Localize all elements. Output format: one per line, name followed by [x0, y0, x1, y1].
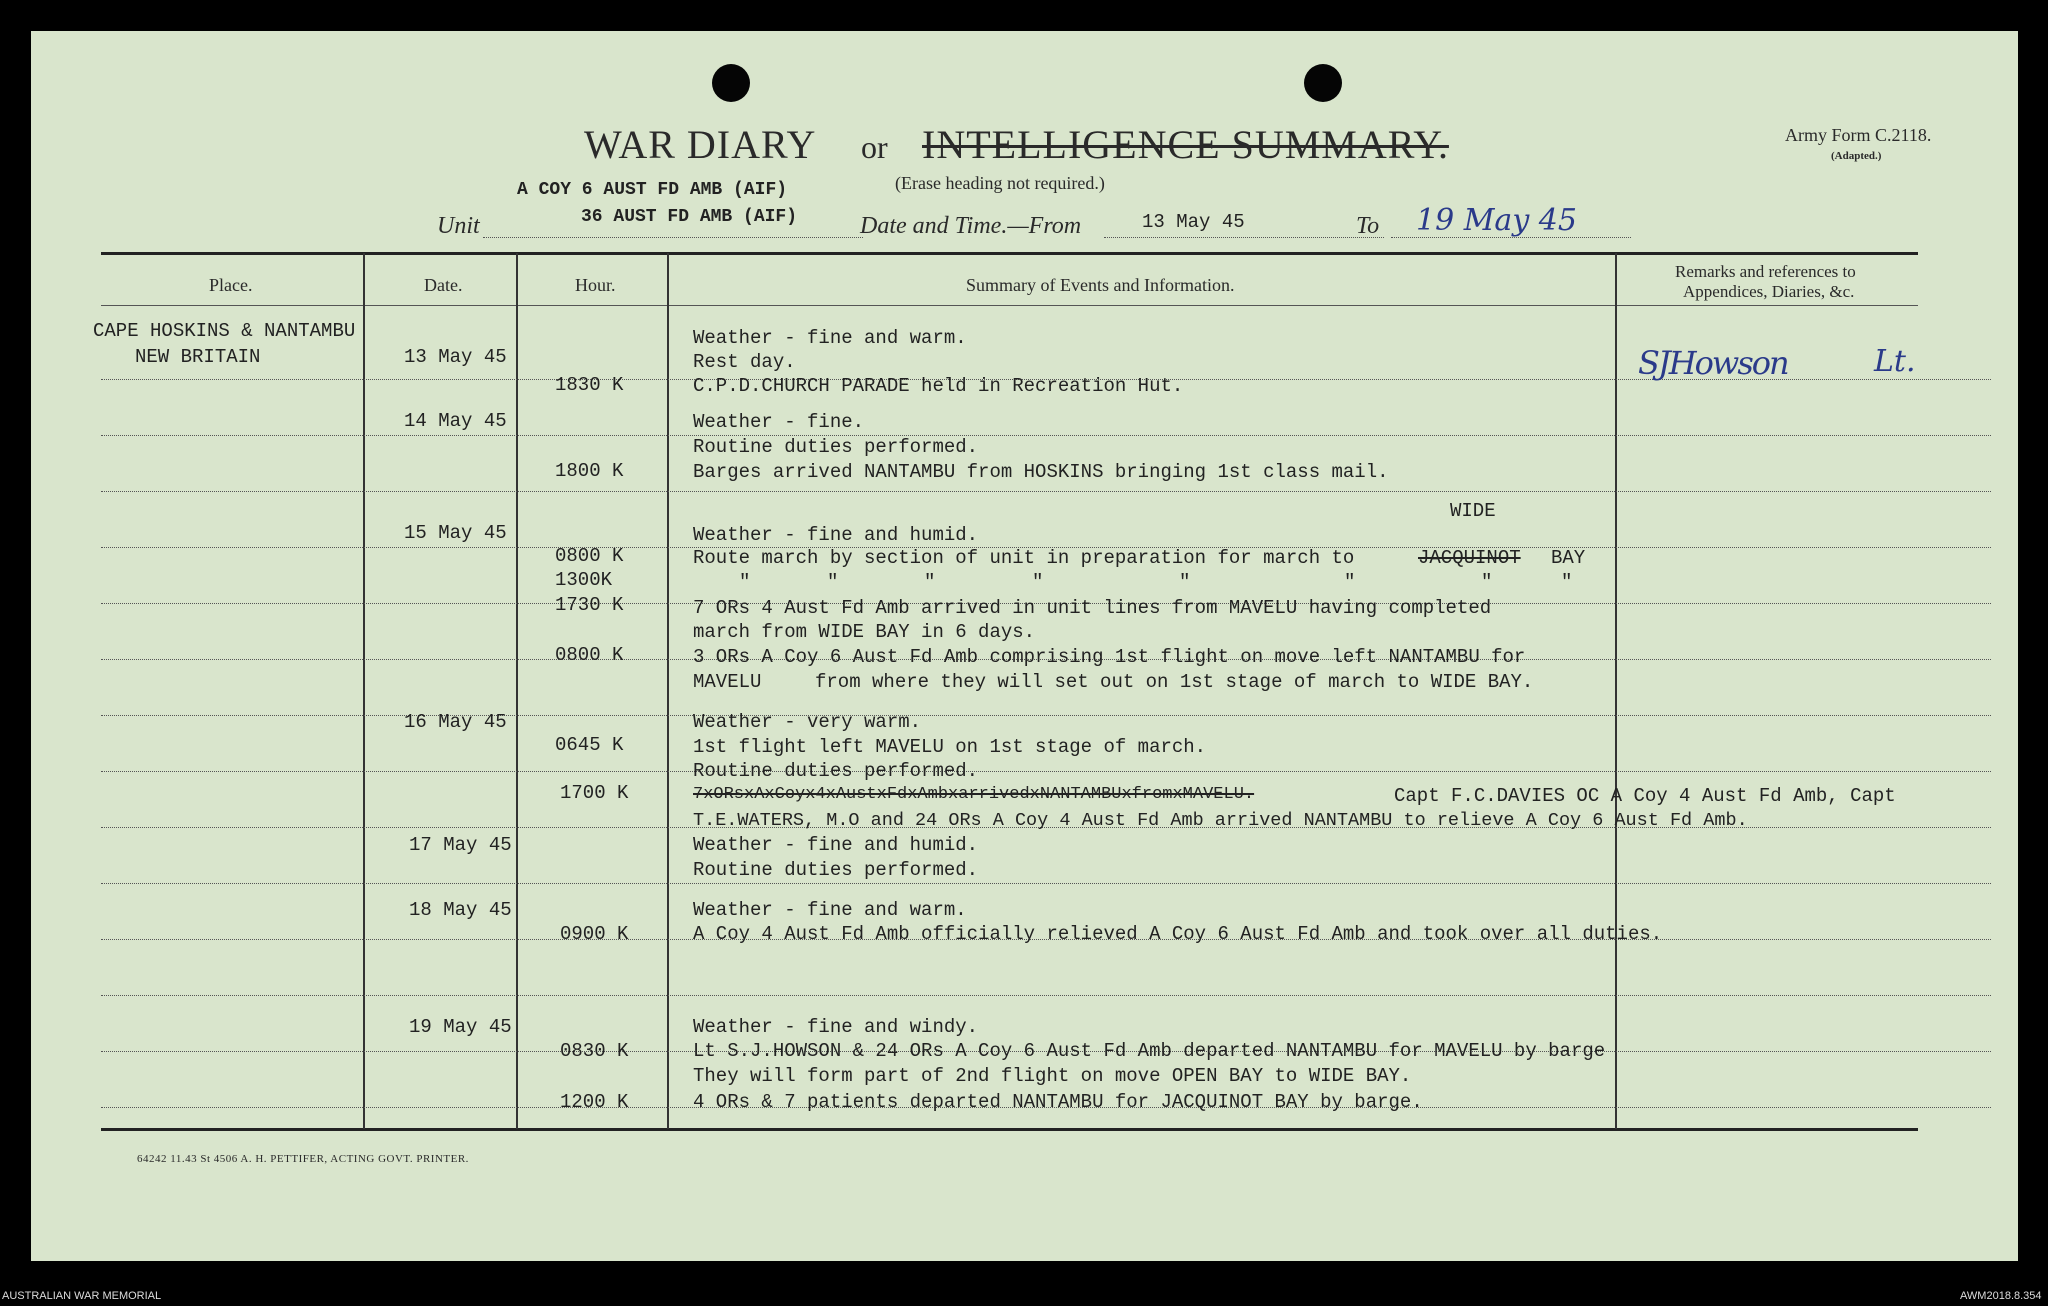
archive-credit: AUSTRALIAN WAR MEMORIAL: [2, 1290, 162, 1302]
header-hour: Hour.: [575, 275, 616, 295]
printer-line: 64242 11.43 St 4506 A. H. PETTIFER, ACTING GOVT. PRINTER.: [137, 1153, 469, 1165]
date-to-handwritten: 19 May 45: [1416, 203, 1577, 238]
ditto-mark: ": [1032, 571, 1044, 593]
summary-line: Weather - fine and warm.: [693, 899, 967, 921]
hour-cell: 1700 K: [560, 782, 629, 804]
hour-cell: 0800 K: [555, 644, 624, 666]
header-date: Date.: [424, 275, 463, 295]
header-rule: [101, 305, 1918, 306]
summary-line: Rest day.: [693, 351, 796, 373]
summary-line: Weather - fine and windy.: [693, 1016, 979, 1038]
archive-id: AWM2018.8.354: [1960, 1290, 2042, 1302]
ditto-mark: ": [739, 571, 751, 593]
ditto-mark: ": [1179, 571, 1191, 593]
summary-line: MAVELU: [693, 671, 762, 693]
date-from-dotted-line: [1104, 237, 1384, 238]
summary-line: march from WIDE BAY in 6 days.: [693, 621, 1036, 643]
place-line-1: CAPE HOSKINS & NANTAMBU: [93, 320, 356, 342]
summary-line: Weather - fine.: [693, 411, 865, 433]
summary-line: They will form part of 2nd flight on move OPEN BAY to WIDE BAY.: [693, 1065, 1412, 1087]
ditto-mark: ": [827, 571, 839, 593]
unit-line-2: 36 AUST FD AMB (AIF): [581, 207, 798, 227]
summary-line: BAY: [1551, 547, 1586, 569]
remarks-signature: SJHowson: [1638, 344, 1788, 382]
summary-line: T.E.WATERS, M.O and 24 ORs A Coy 4 Aust Fd Amb arrived NANTAMBU to relieve A Coy 6 Aust Fd Amb.: [693, 810, 1748, 831]
header-remarks-1: Remarks and references to: [1675, 262, 1856, 281]
summary-line: C.P.D.CHURCH PARADE held in Recreation Hut.: [693, 375, 1184, 397]
date-label: Date and Time.—From: [860, 213, 1082, 239]
title-struck: INTELLIGENCE SUMMARY.: [922, 122, 1449, 167]
column-divider: [1615, 253, 1617, 1129]
column-divider: [667, 253, 669, 1129]
ditto-mark: ": [1344, 571, 1356, 593]
table-bottom-rule: [101, 1128, 1918, 1131]
hour-cell: 0830 K: [560, 1040, 629, 1062]
hour-cell: 1800 K: [555, 460, 624, 482]
summary-line: Lt S.J.HOWSON & 24 ORs A Coy 6 Aust Fd Amb departed NANTAMBU for MAVELU by barge: [693, 1040, 1606, 1062]
hour-cell: 1730 K: [555, 594, 624, 616]
summary-struck-word: JACQUINOT: [1418, 547, 1521, 569]
to-label: To: [1356, 213, 1380, 239]
hour-cell: 0900 K: [560, 923, 629, 945]
date-cell: 19 May 45: [409, 1016, 512, 1038]
summary-line: Capt F.C.DAVIES OC A Coy 4 Aust Fd Amb, Capt: [1394, 785, 1896, 807]
erase-note: (Erase heading not required.): [895, 173, 1105, 193]
summary-line: Routine duties performed.: [693, 760, 979, 782]
ditto-mark: ": [1481, 571, 1493, 593]
unit-label: Unit: [437, 213, 480, 239]
header-remarks-2: Appendices, Diaries, &c.: [1683, 282, 1855, 301]
hour-cell: 0800 K: [555, 545, 624, 567]
summary-line: Route march by section of unit in preparation for march to: [693, 547, 1355, 569]
date-cell: 14 May 45: [404, 410, 507, 432]
column-divider: [516, 253, 518, 1129]
table-top-rule: [101, 252, 1918, 255]
date-cell: 15 May 45: [404, 522, 507, 544]
remarks-rank: Lt.: [1874, 344, 1916, 379]
summary-line: Routine duties performed.: [693, 436, 979, 458]
summary-line: A Coy 4 Aust Fd Amb officially relieved A Coy 6 Aust Fd Amb and took over all duties.: [693, 923, 1663, 945]
summary-insert-wide: WIDE: [1450, 500, 1496, 522]
ditto-mark: ": [924, 571, 936, 593]
hour-cell: 1200 K: [560, 1091, 629, 1113]
army-form: Army Form C.2118.: [1785, 125, 1932, 145]
summary-line: 7 ORs 4 Aust Fd Amb arrived in unit lines from MAVELU having completed: [693, 597, 1492, 619]
punch-hole: [1304, 64, 1342, 102]
header-summary: Summary of Events and Information.: [966, 275, 1235, 295]
summary-line: 1st flight left MAVELU on 1st stage of march.: [693, 736, 1207, 758]
hour-cell: 1300K: [555, 569, 613, 591]
summary-line: Weather - fine and warm.: [693, 327, 967, 349]
title-war-diary: WAR DIARY: [584, 122, 817, 167]
summary-struck-line: 7xORsxAxCoyx4xAustxFdxAmbxarrivedxNANTAMBUxfromxMAVELU.: [693, 785, 1255, 804]
date-cell: 16 May 45: [404, 711, 507, 733]
summary-line: Barges arrived NANTAMBU from HOSKINS bringing 1st class mail.: [693, 461, 1389, 483]
column-divider: [363, 253, 365, 1129]
ditto-mark: ": [1561, 571, 1573, 593]
hour-cell: 1830 K: [555, 374, 624, 396]
summary-line: Weather - fine and humid.: [693, 524, 979, 546]
date-from: 13 May 45: [1142, 211, 1245, 233]
summary-line: 3 ORs A Coy 6 Aust Fd Amb comprising 1st flight on move left NANTAMBU for: [693, 646, 1526, 668]
date-cell: 17 May 45: [409, 834, 512, 856]
title-or: or: [861, 129, 888, 165]
adapted-note: (Adapted.): [1831, 150, 1882, 162]
punch-hole: [712, 64, 750, 102]
hour-cell: 0645 K: [555, 734, 624, 756]
date-cell: 18 May 45: [409, 899, 512, 921]
header-place: Place.: [209, 275, 253, 295]
unit-dotted-line: [483, 237, 863, 238]
diary-sheet: [31, 31, 2018, 1261]
place-line-2: NEW BRITAIN: [135, 346, 261, 368]
summary-line: Weather - very warm.: [693, 711, 922, 733]
summary-line: 4 ORs & 7 patients departed NANTAMBU for JACQUINOT BAY by barge.: [693, 1091, 1423, 1113]
unit-line-1: A COY 6 AUST FD AMB (AIF): [517, 180, 788, 200]
date-cell: 13 May 45: [404, 346, 507, 368]
summary-line: from where they will set out on 1st stage of march to WIDE BAY.: [815, 671, 1534, 693]
summary-line: Routine duties performed.: [693, 859, 979, 881]
summary-line: Weather - fine and humid.: [693, 834, 979, 856]
